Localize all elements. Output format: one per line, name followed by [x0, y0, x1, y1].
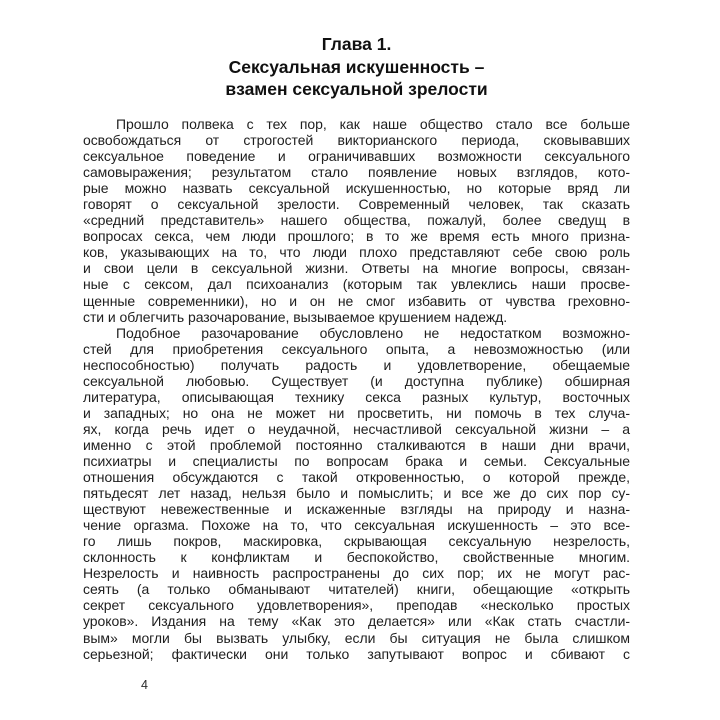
- text-line: Прошло полвека с тех пор, как наше общество стало все больше: [116, 116, 630, 132]
- chapter-number-line: Глава 1.: [321, 34, 392, 54]
- text-line: литература, описывающая технику секса разных культур, восточных: [83, 388, 630, 405]
- text-line: Подобное разочарование обусловлено не недостатком возможно-: [116, 324, 630, 341]
- paragraph: [83, 116, 630, 325]
- text-line: стей для приобретения сексуального опыта, а невозможностью (или: [83, 340, 630, 357]
- text-line: ков, указывающих на то, что люди плохо представляют себе свою роль: [83, 244, 630, 261]
- text-line: и свои цели в сексуальной жизни. Ответы на многие вопросы, связан-: [83, 260, 630, 277]
- text-line: освобождаться от строгостей викторианского периода, сковывавших: [83, 132, 630, 149]
- text-line: пятьдесят лет назад, нельзя было и помыслить; и все же до сих пор су-: [83, 485, 630, 502]
- text-line: уроков». Издания на тему «Как это делается» или «Как стать счастли-: [83, 613, 630, 630]
- text-line: психиатры и специалисты по вопросам брака и семьи. Сексуальные: [83, 452, 630, 469]
- text-line: чение оргазма. Похоже на то, что сексуальная искушенность – это все-: [83, 517, 630, 534]
- page-number: 4: [141, 678, 148, 692]
- text-line: вым» могли бы вызвать улыбку, если бы ситуация не была слишком: [83, 629, 630, 646]
- text-line: ществуют невежественные и искаженные взгляды на природу и назна-: [83, 501, 630, 518]
- text-line: вопросах секса, чем люди прошлого; в то же время есть много призна-: [83, 228, 630, 245]
- text-line: самовыражения; результатом стало появление новых взглядов, кото-: [83, 164, 630, 181]
- text-line: щенные современники), но и он не смог избавить от чувства греховно-: [83, 292, 630, 309]
- chapter-title: [83, 33, 630, 101]
- text-line: ях, когда речь идет о неудачной, несчастливой сексуальной жизни – а: [83, 420, 630, 437]
- text-line: го лишь покров, маскировка, скрывающая сексуальную незрелость,: [83, 533, 630, 550]
- text-line: сексуальное поведение и ограничивавших возможности сексуального: [83, 148, 630, 165]
- text-line: сеять (а только обманывают читателей) книги, обещающие «открыть: [83, 581, 630, 598]
- chapter-body: [83, 116, 630, 662]
- text-line: склонность к конфликтам и беспокойство, свойственные многим.: [83, 549, 630, 566]
- text-line: именно с этой проблемой постоянно сталкиваются в наши дни врачи,: [83, 436, 630, 453]
- text-line: и западных; но она не может ни просветить, ни помочь в тех случа-: [83, 404, 630, 421]
- text-line: «средний представитель» нашего общества, пожалуй, более сведущ в: [83, 212, 630, 229]
- text-line: неспособностью) получать радость и удовлетворение, обещаемые: [83, 356, 630, 373]
- chapter-name-line-2: взамен сексуальной зрелости: [225, 79, 488, 99]
- text-line: секрет сексуального удовлетворения», преподав «несколько простых: [83, 597, 630, 614]
- text-line: сти и облегчить разочарование, вызываемое крушением надежд.: [83, 308, 508, 325]
- text-line: говорят о сексуальной зрелости. Современный человек, так сказать: [83, 196, 630, 213]
- text-line: серьезной; фактически они только запутывают вопрос и сбивают с: [83, 645, 630, 662]
- text-line: сексуальной любовью. Существует (и доступна публике) обширная: [83, 372, 630, 389]
- paragraph: [83, 325, 630, 662]
- text-line: отношения обсуждаются с такой откровенностью, о которой прежде,: [83, 469, 630, 486]
- text-line: Незрелость и наивность распространены до сих пор; их не могут рас-: [83, 565, 630, 582]
- text-line: рые можно назвать сексуальной искушенностью, но которые вряд ли: [83, 180, 630, 197]
- text-line: ные с сексом, дал психоанализ (которым так увлеклись наши просве-: [83, 276, 630, 293]
- chapter-name-line-1: Сексуальная искушенность –: [228, 56, 485, 77]
